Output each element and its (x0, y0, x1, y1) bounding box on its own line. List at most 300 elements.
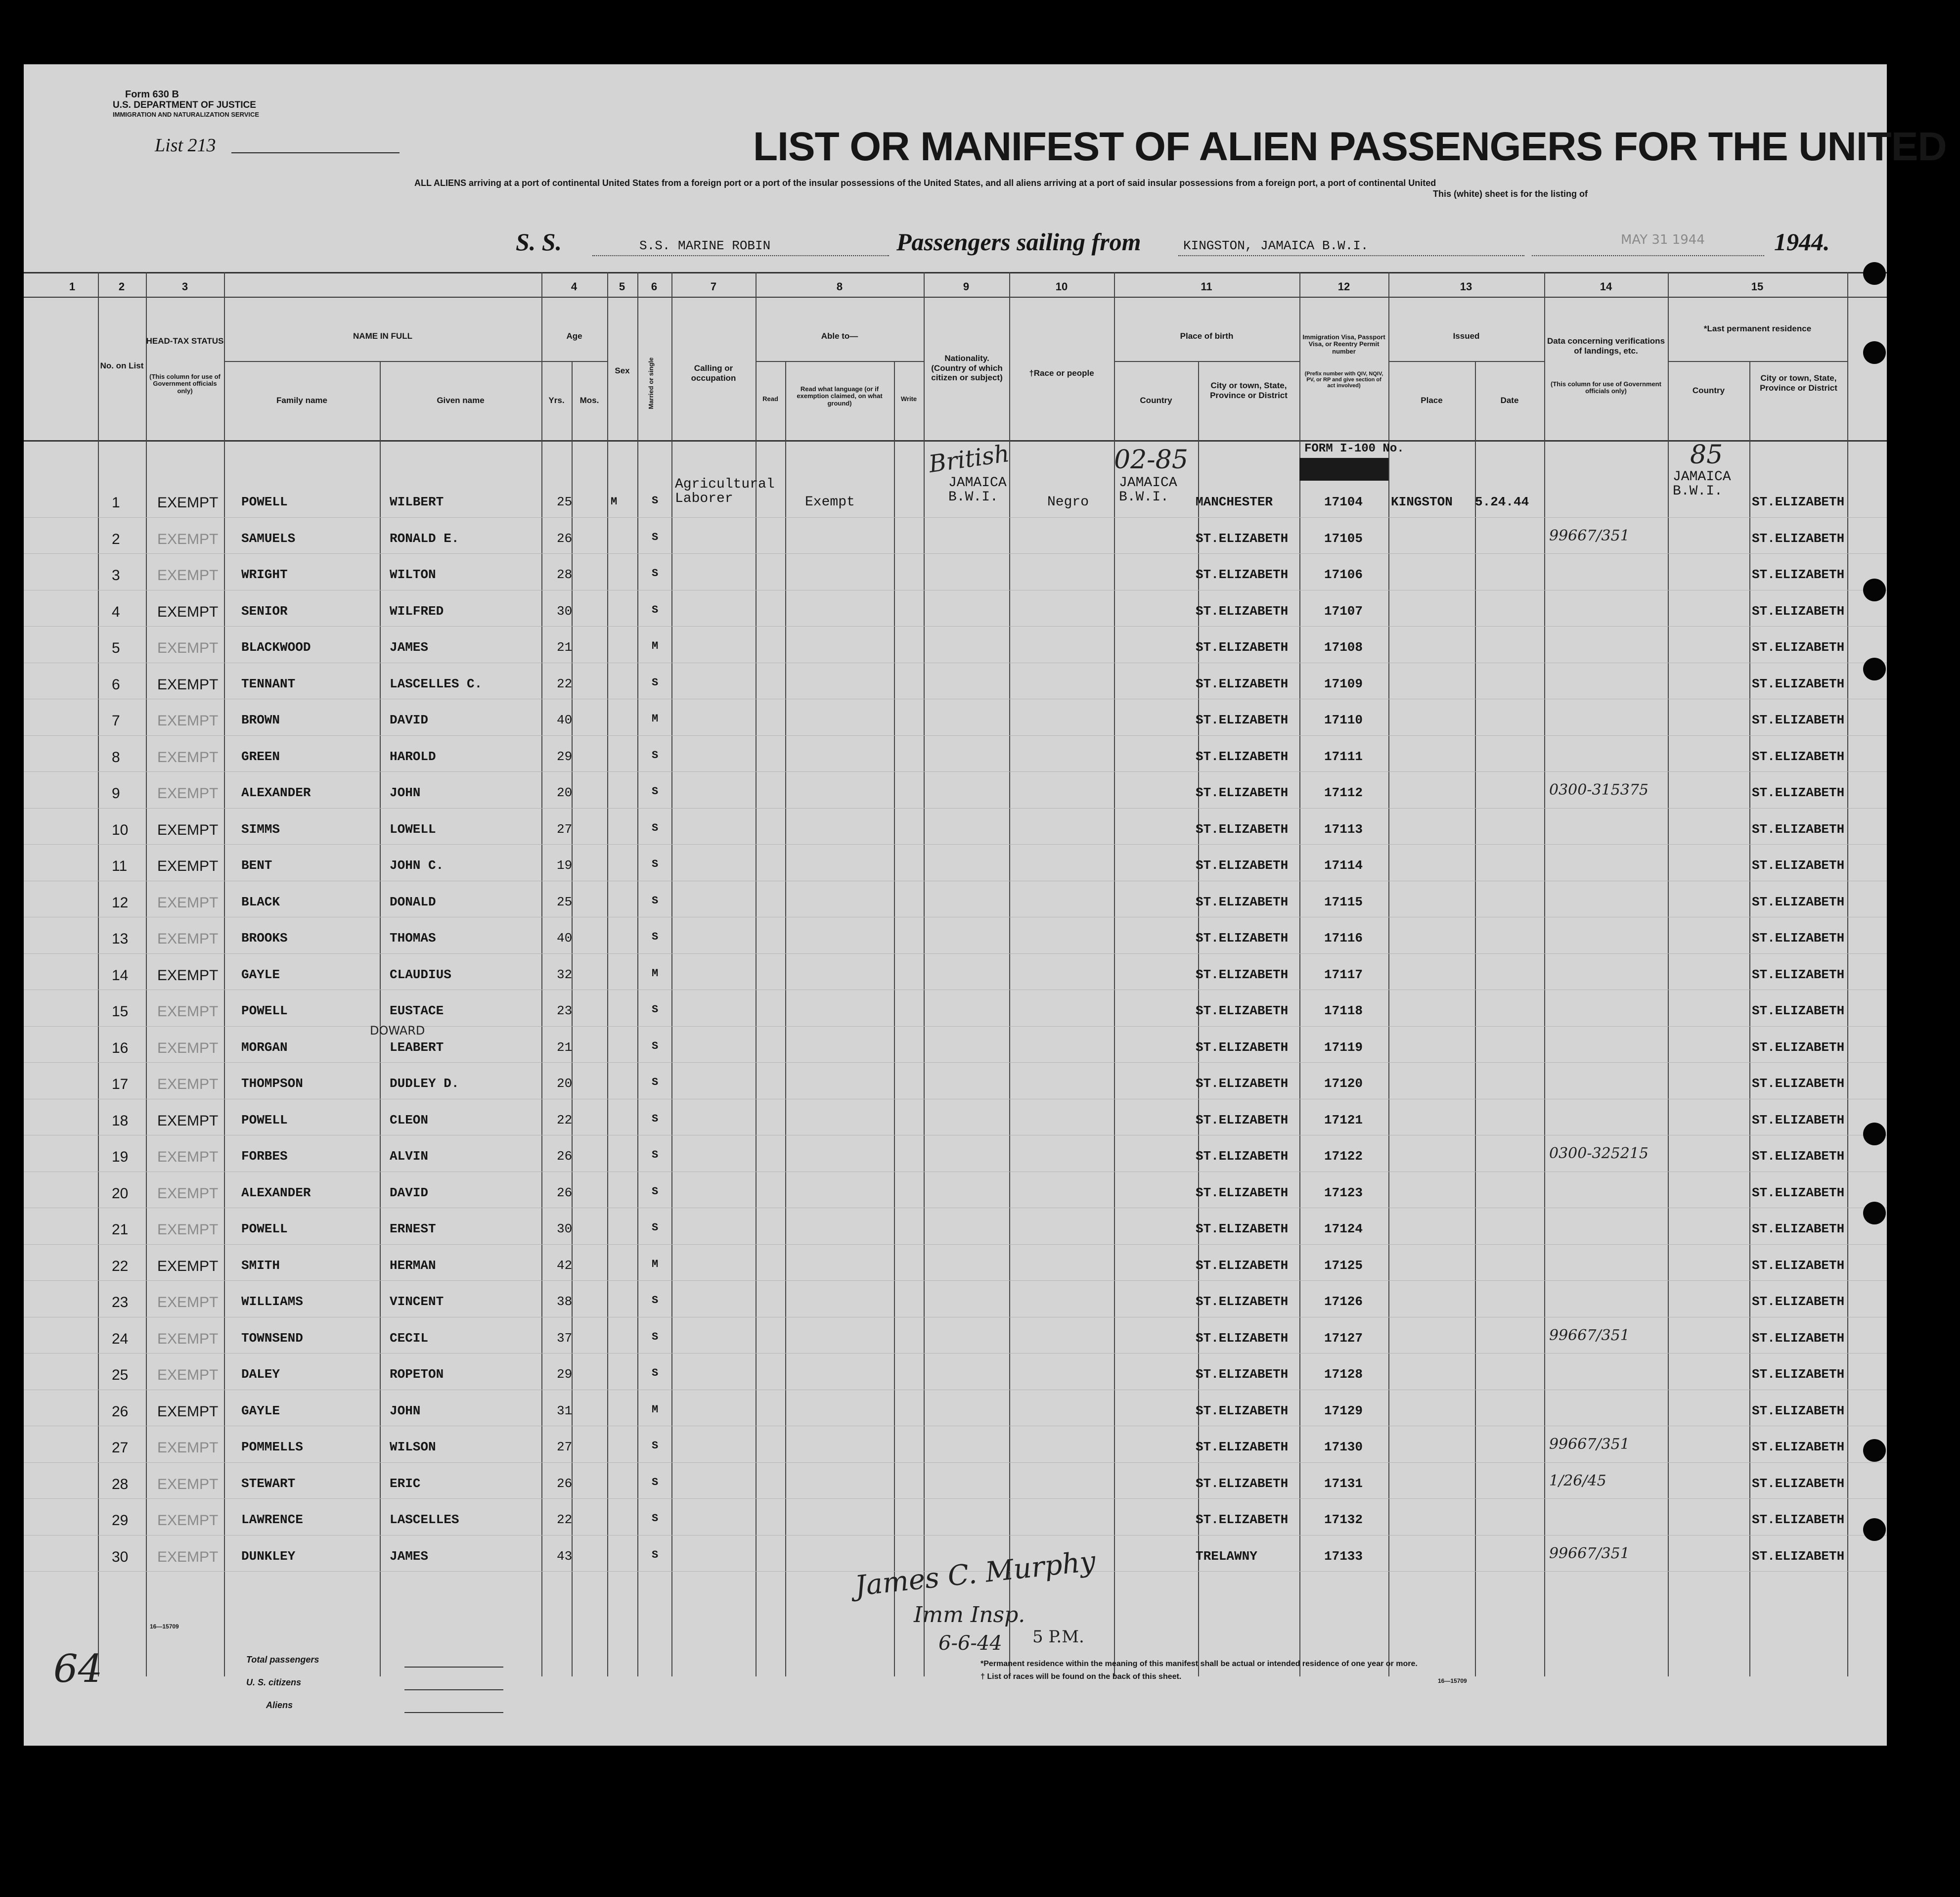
residence-city: ST.ELIZABETH (1752, 1440, 1845, 1454)
column-number: 5 (619, 280, 625, 293)
marital-status: S (652, 1185, 659, 1198)
marital-status: M (652, 713, 659, 725)
given-name: DAVID (390, 1185, 429, 1200)
marital-status: S (652, 1221, 659, 1234)
visa-number: 17128 (1324, 1367, 1363, 1382)
column-number: 15 (1751, 280, 1764, 293)
print-code: 16—15709 (1438, 1677, 1467, 1684)
binder-hole (1863, 579, 1886, 601)
residence-city: ST.ELIZABETH (1752, 713, 1845, 727)
age: 29 (557, 1367, 573, 1382)
manifest-sheet (24, 64, 1947, 1746)
verification-note: 99667/351 (1549, 1544, 1630, 1562)
column-number: 2 (118, 280, 125, 293)
visa-number: 17120 (1324, 1076, 1363, 1091)
birth-city: ST.ELIZABETH (1196, 1076, 1289, 1091)
row-number: 1 (112, 495, 120, 511)
department-name: U.S. DEPARTMENT OF JUSTICE (113, 100, 256, 110)
given-name: JAMES (390, 1548, 429, 1564)
row-number: 23 (112, 1294, 129, 1310)
family-name: LAWRENCE (241, 1512, 303, 1527)
birth-city: ST.ELIZABETH (1196, 785, 1289, 800)
head-tax-status: EXEMPT (157, 894, 219, 911)
row-number: 3 (112, 567, 120, 584)
row-number: 4 (112, 603, 120, 620)
age: 32 (557, 967, 573, 982)
row-rule (24, 1498, 1887, 1499)
marital-status: S (652, 1003, 659, 1016)
birth-city: ST.ELIZABETH (1196, 1149, 1289, 1164)
visa-number: 17131 (1324, 1476, 1363, 1491)
visa-number: 17121 (1324, 1112, 1363, 1128)
marital-status: S (652, 1149, 659, 1161)
row-rule (24, 1462, 1887, 1463)
family-name: ALEXANDER (241, 1185, 311, 1200)
age: 27 (557, 821, 573, 837)
hdr-visa: Immigration Visa, Passport Visa, or Reentry Permit number (1302, 333, 1385, 355)
marital-status: S (652, 821, 659, 834)
age: 37 (557, 1330, 573, 1346)
sailing-date: MAY 31 1944 (1621, 232, 1705, 247)
residence-city: ST.ELIZABETH (1752, 531, 1845, 546)
verification-note: 99667/351 (1549, 527, 1630, 544)
row-number: 14 (112, 967, 129, 984)
family-name: BENT (241, 858, 272, 873)
head-tax-status: EXEMPT (157, 749, 219, 766)
name-sub-rule (224, 361, 541, 362)
birth-city: ST.ELIZABETH (1196, 1330, 1289, 1346)
row-rule (24, 808, 1887, 809)
family-name: GREEN (241, 749, 280, 764)
given-name: ERIC (390, 1476, 421, 1491)
residence-city: ST.ELIZABETH (1752, 1039, 1845, 1055)
given-name: RONALD E. (390, 531, 459, 546)
residence-city: ST.ELIZABETH (1752, 1512, 1845, 1527)
given-name-correction: DOWARD (370, 1024, 425, 1038)
row-number: 13 (112, 931, 129, 947)
sign-time: 5 P.M. (1032, 1627, 1084, 1647)
head-tax-status: EXEMPT (157, 1294, 219, 1310)
hdr-able-to: Able to— (821, 331, 858, 341)
hdr-birth-country: Country (1140, 396, 1172, 405)
col-line (224, 272, 225, 1676)
sub-col-line (894, 361, 895, 1676)
issued-place: KINGSTON (1391, 495, 1453, 509)
given-name: LASCELLES C. (390, 676, 483, 691)
family-name: SMITH (241, 1258, 280, 1273)
age: 38 (557, 1294, 573, 1309)
birth-city: ST.ELIZABETH (1196, 640, 1289, 655)
visa-number: 17119 (1324, 1039, 1363, 1055)
row-number: 16 (112, 1039, 129, 1056)
given-name: DONALD (390, 894, 436, 909)
issued-date: 5.24.44 (1475, 495, 1529, 509)
column-number: 9 (963, 280, 970, 293)
row-rule (24, 1280, 1887, 1281)
column-number: 1 (69, 280, 76, 293)
age: 40 (557, 931, 573, 946)
row-rule (24, 771, 1887, 772)
residence-city: ST.ELIZABETH (1752, 894, 1845, 909)
given-name: JAMES (390, 640, 429, 655)
col-line (1388, 272, 1389, 1676)
list-number: 213 (187, 135, 216, 156)
residence-city: ST.ELIZABETH (1752, 1221, 1845, 1236)
visa-number: 17108 (1324, 640, 1363, 655)
hdr-write: Write (900, 395, 917, 403)
row-number: 5 (112, 640, 120, 656)
col-line (1668, 272, 1669, 1676)
aliens-label: Aliens (266, 1700, 293, 1710)
birth-city: ST.ELIZABETH (1196, 1440, 1289, 1454)
col-line (1847, 272, 1848, 1676)
birth-city: ST.ELIZABETH (1196, 821, 1289, 837)
marital-status: S (652, 1076, 659, 1088)
hdr-age: Age (566, 331, 582, 341)
col-line (1114, 272, 1115, 1676)
row-rule (24, 844, 1887, 845)
header-rule-bottom (24, 440, 1887, 442)
sex: M (611, 496, 618, 508)
row-rule (24, 1535, 1887, 1536)
binder-hole (1863, 1439, 1886, 1462)
visa-number: 17133 (1324, 1548, 1363, 1564)
family-name: SAMUELS (241, 531, 296, 546)
family-name: BLACK (241, 894, 280, 909)
head-tax-status: EXEMPT (157, 785, 219, 802)
age: 27 (557, 1440, 573, 1454)
visa-number: 17113 (1324, 821, 1363, 837)
residence-city: ST.ELIZABETH (1752, 967, 1845, 982)
hdr-read: Read (762, 395, 778, 403)
hdr-mos: Mos. (579, 396, 599, 405)
page-title: LIST OR MANIFEST OF ALIEN PASSENGERS FOR THE UNITED (753, 124, 1947, 169)
marital-status: S (652, 931, 659, 943)
column-number: 8 (836, 280, 843, 293)
col-line (607, 272, 608, 1676)
column-number: 12 (1337, 280, 1350, 293)
given-name: ROPETON (390, 1367, 444, 1382)
hdr-last-residence: *Last permanent residence (1703, 324, 1812, 333)
sailing-from: KINGSTON, JAMAICA B.W.I. (1183, 238, 1369, 253)
year-suffix: 44. (1799, 228, 1830, 256)
birth-city: ST.ELIZABETH (1196, 858, 1289, 873)
row-rule (24, 1353, 1887, 1354)
col-line (541, 272, 542, 1676)
row-rule (24, 626, 1887, 627)
family-name: BROOKS (241, 931, 288, 946)
head-tax-status: EXEMPT (157, 1221, 219, 1238)
age: 42 (557, 1258, 573, 1273)
head-tax-status: EXEMPT (157, 603, 219, 620)
subhead-line-1: ALL ALIENS arriving at a port of continental United States from a foreign port or a port of the insular possessions of the United States, and all aliens arriving at a port of said insular possessions from a foreign port, a port of continental United (414, 178, 1436, 188)
column-number: 14 (1600, 280, 1612, 293)
row-number: 9 (112, 785, 120, 802)
birth-sub-rule (1114, 361, 1299, 362)
race: Negro (1047, 495, 1089, 510)
column-number: 3 (181, 280, 188, 293)
visa-number: 17118 (1324, 1003, 1363, 1018)
row-number: 24 (112, 1330, 129, 1347)
head-tax-status: EXEMPT (157, 1258, 219, 1274)
birth-city: ST.ELIZABETH (1196, 1476, 1289, 1491)
marital-status: S (652, 1330, 659, 1343)
us-citizens-line (404, 1689, 503, 1690)
issued-sub-rule (1388, 361, 1544, 362)
family-name: POWELL (241, 1221, 288, 1236)
row-rule (24, 517, 1887, 518)
hdr-nationality: Nationality. (Country of which citizen or subject) (931, 354, 1003, 383)
marital-status: M (652, 1258, 659, 1270)
verification-note: 0300-325215 (1549, 1145, 1649, 1162)
residence-city: ST.ELIZABETH (1752, 821, 1845, 837)
hdr-family-name: Family name (276, 396, 327, 405)
total-passengers-line (404, 1667, 503, 1668)
residence-city: ST.ELIZABETH (1752, 603, 1845, 619)
family-name: STEWART (241, 1476, 296, 1491)
marital-status: S (652, 749, 659, 762)
total-passengers-label: Total passengers (246, 1655, 319, 1665)
hdr-place-of-birth: Place of birth (1180, 331, 1234, 341)
visa-number: 17114 (1324, 858, 1363, 873)
residence-city: ST.ELIZABETH (1752, 1185, 1845, 1200)
age: 22 (557, 1112, 573, 1128)
row-number: 25 (112, 1367, 129, 1383)
birth-city: TRELAWNY (1196, 1548, 1257, 1564)
birth-city: ST.ELIZABETH (1196, 1003, 1289, 1018)
birth-city: ST.ELIZABETH (1196, 749, 1289, 764)
birth-city: ST.ELIZABETH (1196, 1185, 1289, 1200)
year-label: 1944. (1774, 228, 1830, 256)
family-name: BLACKWOOD (241, 640, 311, 655)
hdr-sex: Sex (615, 366, 630, 375)
col-line (1009, 272, 1010, 1676)
visa-number: 17130 (1324, 1440, 1363, 1454)
age: 22 (557, 1512, 573, 1527)
marital-status: S (652, 894, 659, 907)
head-tax-status: EXEMPT (157, 931, 219, 947)
list-number-line (231, 152, 400, 153)
visa-number: 17129 (1324, 1403, 1363, 1418)
family-name: WRIGHT (241, 567, 288, 582)
given-name: HAROLD (390, 749, 436, 764)
res-country: JAMAICA B.W.I. (1673, 469, 1731, 499)
given-name: WILBERT (390, 495, 444, 509)
row-number: 28 (112, 1476, 129, 1492)
head-tax-status: EXEMPT (157, 495, 219, 511)
given-name: JOHN (390, 1403, 421, 1418)
sub-col-line (785, 361, 786, 1676)
hdr-res-city: City or town, State, Province or District (1760, 373, 1837, 393)
binder-hole (1863, 658, 1886, 680)
family-name: POMMELLS (241, 1440, 303, 1454)
visa-number: 17132 (1324, 1512, 1363, 1527)
head-tax-status: EXEMPT (157, 640, 219, 656)
visa-number: 17125 (1324, 1258, 1363, 1273)
verification-note: 99667/351 (1549, 1436, 1630, 1453)
marital-status: S (652, 1112, 659, 1125)
given-name: CLAUDIUS (390, 967, 451, 982)
row-number: 15 (112, 1003, 129, 1020)
given-name: JOHN (390, 785, 421, 800)
birth-city: ST.ELIZABETH (1196, 1221, 1289, 1236)
ship-name: S.S. MARINE ROBIN (639, 238, 771, 253)
col-line (146, 272, 147, 1676)
given-name: LEABERT (390, 1039, 444, 1055)
visa-number: 17111 (1324, 749, 1363, 764)
head-tax-status: EXEMPT (157, 1185, 219, 1202)
visa-number: 17126 (1324, 1294, 1363, 1309)
visa-number: 17127 (1324, 1330, 1363, 1346)
age: 28 (557, 567, 573, 582)
given-name: HERMAN (390, 1258, 436, 1273)
hdr-data-note: (This column for use of Government officials only) (1551, 380, 1661, 395)
row-number: 30 (112, 1548, 129, 1565)
visa-number: 17123 (1324, 1185, 1363, 1200)
head-tax-status: EXEMPT (157, 821, 219, 838)
occupation: Agricultural Laborer (675, 477, 775, 507)
marital-status: S (652, 495, 659, 507)
binder-hole (1863, 262, 1886, 285)
family-name: GAYLE (241, 1403, 280, 1418)
residence-city: ST.ELIZABETH (1752, 1003, 1845, 1018)
verification-note: 99667/351 (1549, 1326, 1630, 1344)
residence-city: ST.ELIZABETH (1752, 640, 1845, 655)
visa-number: 17124 (1324, 1221, 1363, 1236)
hdr-birth-city: City or town, State, Province or District (1210, 381, 1288, 400)
visa-number: 17110 (1324, 713, 1363, 727)
family-name: DALEY (241, 1367, 280, 1382)
visa-number: 17117 (1324, 967, 1363, 982)
age: 29 (557, 749, 573, 764)
visa-number: 17122 (1324, 1149, 1363, 1164)
marital-status: S (652, 1294, 659, 1307)
head-tax-status: EXEMPT (157, 676, 219, 693)
age: 20 (557, 785, 573, 800)
birth-city: ST.ELIZABETH (1196, 603, 1289, 619)
given-name: LOWELL (390, 821, 436, 837)
row-number: 2 (112, 531, 120, 547)
col-line (637, 272, 638, 1676)
age: 31 (557, 1403, 573, 1418)
hdr-visa-note: (Prefix number with QIV, NQIV, PV, or RP and give section of act involved) (1304, 371, 1383, 389)
birth-city: MANCHESTER (1196, 495, 1273, 509)
country-code-handwritten: 02-85 (1114, 445, 1188, 475)
column-number: 10 (1055, 280, 1068, 293)
head-tax-status: EXEMPT (157, 1512, 219, 1529)
given-name: DUDLEY D. (390, 1076, 459, 1091)
visa-number: 17105 (1324, 531, 1363, 546)
row-number: 8 (112, 749, 120, 766)
row-number: 29 (112, 1512, 129, 1529)
family-name: WILLIAMS (241, 1294, 303, 1309)
family-name: DUNKLEY (241, 1548, 296, 1564)
residence-city: ST.ELIZABETH (1752, 785, 1845, 800)
col-line (924, 272, 925, 1676)
language-exempt: Exempt (805, 495, 855, 510)
list-label: List 213 (155, 135, 216, 156)
ss-label: S. S. (516, 228, 562, 256)
row-number: 11 (112, 858, 128, 874)
given-name: VINCENT (390, 1294, 444, 1309)
visa-number: 17115 (1324, 894, 1363, 909)
marital-status: S (652, 567, 659, 580)
col-line (1299, 272, 1300, 1676)
given-name: EUSTACE (390, 1003, 444, 1018)
verification-note: 0300-315375 (1549, 781, 1649, 799)
row-number: 10 (112, 821, 129, 838)
residence-city: ST.ELIZABETH (1752, 1149, 1845, 1164)
age: 20 (557, 1076, 573, 1091)
birth-city: ST.ELIZABETH (1196, 531, 1289, 546)
given-name: WILFRED (390, 603, 444, 619)
visa-number: 17112 (1324, 785, 1363, 800)
head-tax-status: EXEMPT (157, 1112, 219, 1129)
visa-number: 17107 (1324, 603, 1363, 619)
visa-number: 17106 (1324, 567, 1363, 582)
family-name: FORBES (241, 1149, 288, 1164)
sub-col-line (1749, 361, 1750, 1676)
residence-city: ST.ELIZABETH (1752, 1548, 1845, 1564)
given-name: THOMAS (390, 931, 436, 946)
hdr-res-country: Country (1692, 386, 1725, 395)
residence-city: ST.ELIZABETH (1752, 1367, 1845, 1382)
head-tax-status: EXEMPT (157, 858, 219, 874)
age: 43 (557, 1548, 573, 1564)
binder-hole (1863, 1518, 1886, 1541)
head-tax-status: EXEMPT (157, 1403, 219, 1420)
inspector-title: Imm Insp. (914, 1602, 1025, 1627)
head-tax-status: EXEMPT (157, 1367, 219, 1383)
residence-city: ST.ELIZABETH (1752, 858, 1845, 873)
family-name: POWELL (241, 495, 288, 509)
aliens-line (404, 1712, 503, 1713)
family-name: TOWNSEND (241, 1330, 303, 1346)
age: 26 (557, 1149, 573, 1164)
marital-status: S (652, 1367, 659, 1379)
header-rule-top (24, 272, 1887, 273)
given-name: WILSON (390, 1440, 436, 1454)
given-name: CECIL (390, 1330, 429, 1346)
hdr-issued: Issued (1453, 331, 1480, 341)
binder-hole (1863, 341, 1886, 364)
given-name: ERNEST (390, 1221, 436, 1236)
birth-city: ST.ELIZABETH (1196, 967, 1289, 982)
marital-status: S (652, 1512, 659, 1525)
hdr-name-in-full: NAME IN FULL (353, 331, 412, 341)
sub-col-line (1475, 361, 1476, 1676)
age-sub-rule (541, 361, 607, 362)
hdr-yrs: Yrs. (548, 396, 565, 405)
hdr-read-language: Read what language (or if exemption claimed, on what ground) (797, 385, 883, 407)
family-name: GAYLE (241, 967, 280, 982)
column-number: 7 (710, 280, 717, 293)
birth-city: ST.ELIZABETH (1196, 931, 1289, 946)
head-tax-status: EXEMPT (157, 1076, 219, 1092)
res-code-handwritten: 85 (1690, 440, 1723, 470)
age: 40 (557, 713, 573, 727)
head-tax-status: EXEMPT (157, 567, 219, 584)
hdr-head-tax-note: (This column for use of Government officials only) (149, 373, 221, 395)
marital-status: M (652, 640, 659, 652)
redacted-block (1299, 458, 1388, 481)
hdr-data-concerning: Data concerning verifications of landings, etc. (1547, 336, 1665, 356)
age: 30 (557, 603, 573, 619)
head-tax-status: EXEMPT (157, 1548, 219, 1565)
row-rule (24, 1026, 1887, 1027)
nationality-handwritten: British (927, 439, 1011, 479)
sailing-from-line (1178, 255, 1524, 256)
